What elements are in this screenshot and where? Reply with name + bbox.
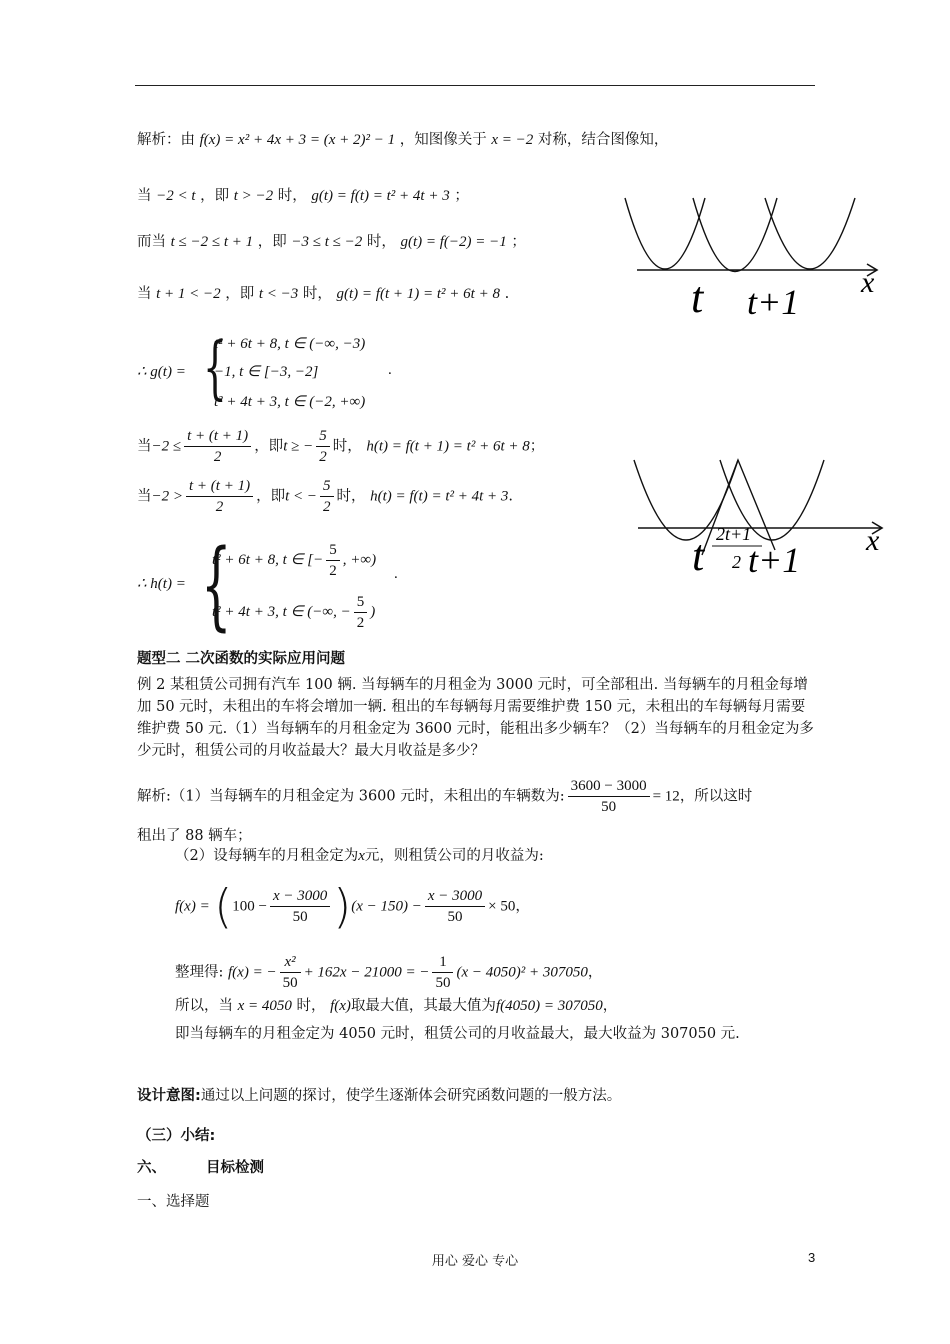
section-6-heading — [137, 1158, 264, 1178]
solution-line-1 — [137, 130, 668, 150]
formula: −2 ≤ — [151, 438, 182, 455]
text: ，即 — [256, 488, 286, 505]
brace-left: { — [201, 529, 232, 641]
numerator: 5 — [320, 476, 334, 497]
piecewise-case-1: t² + 6t + 8, t ∈ (−∞, −3) — [214, 336, 366, 352]
text: 对称，结合图像知， — [537, 132, 669, 148]
formula: f(4050) = 307050 — [495, 998, 603, 1014]
design-label: 设计意图: — [137, 1088, 201, 1104]
formula: t < − — [285, 488, 317, 505]
text: t² + 6t + 8, t ∈ [− — [212, 551, 324, 568]
fraction — [326, 540, 340, 581]
piecewise-case-3: t² + 4t + 3, t ∈ (−2, +∞) — [214, 394, 366, 410]
label-t: t — [691, 273, 704, 320]
graph-2 — [620, 450, 900, 580]
text: 解析:（1）当每辆车的月租金定为 3600 元时，未租出的车辆数为: — [137, 788, 565, 805]
header-rule — [135, 85, 815, 86]
period: . — [388, 362, 392, 378]
h-condition-line-1 — [137, 426, 544, 467]
revenue-formula — [175, 879, 530, 934]
formula: −3 ≤ t ≤ −2 — [291, 234, 363, 250]
text: ，即 — [257, 234, 287, 250]
numerator: 5 — [316, 426, 330, 447]
numerator: x − 3000 — [270, 886, 330, 907]
solution-line-4 — [137, 284, 509, 304]
period: . — [394, 566, 398, 582]
formula: f(x) — [330, 998, 351, 1014]
text: 解析：由 — [137, 132, 195, 148]
denominator: 50 — [435, 975, 451, 991]
piecewise-case-2: −1, t ∈ [−3, −2] — [214, 364, 319, 380]
page-footer: 用心 爱心 专心 — [431, 1254, 519, 1269]
formula: t ≤ −2 ≤ t + 1 — [170, 234, 254, 250]
fraction — [354, 592, 368, 633]
formula: (x − 150) − — [351, 898, 422, 915]
text: 整理得: — [175, 964, 224, 981]
variable-x: x — [358, 848, 365, 864]
numerator: 3600 − 3000 — [568, 776, 650, 797]
label-mid-denominator: 2 — [732, 552, 741, 572]
denominator: 2 — [213, 449, 222, 465]
fraction — [186, 476, 253, 517]
text: ， — [602, 998, 618, 1014]
text: 时， — [302, 286, 332, 302]
fraction — [280, 952, 301, 993]
text: （2）设每辆车的月租金定为 — [175, 848, 359, 864]
formula: −2 < t — [156, 188, 196, 204]
solution-line-2 — [137, 186, 469, 206]
numerator: t + (t + 1) — [184, 426, 251, 447]
design-intent — [137, 1086, 621, 1106]
solution-line-3 — [137, 232, 526, 252]
paren-close: ) — [333, 879, 352, 934]
formula: x = 4050 — [237, 998, 292, 1014]
numerator: x² — [280, 952, 301, 973]
fraction — [316, 426, 330, 467]
h-piecewise-prefix — [137, 574, 186, 594]
formula: f(x) = — [175, 898, 210, 915]
g-piecewise-prefix — [137, 362, 186, 382]
text: ； — [454, 188, 469, 204]
h-condition-line-2 — [137, 476, 513, 517]
example-2-text: 例 2 某租赁公司拥有汽车 100 辆. 当每辆车的月租金为 3000 元时，可全部租出. 当每辆车的月租金每增加 50 元时，未租出的车将会增加一辆. 租出的车每辆每月需要维护费 150 元，未租出的车每辆每月需要维护费 50 元.（1）当每辆车的月租金定为 3600 元时，能租出多少辆车？（2）当每辆车的月租金定为多少元时，租赁公司的月收益最大？最大月收益是多少？ — [137, 677, 814, 759]
text: 时， — [366, 234, 396, 250]
text: . — [504, 286, 510, 302]
choice-heading: 一、选择题 — [137, 1194, 210, 1210]
text: 时， — [336, 488, 366, 505]
label-mid-numerator: 2t+1 — [716, 524, 752, 544]
formula: = 12 — [652, 788, 680, 805]
text: ，即 — [254, 438, 284, 455]
text: ，即 — [200, 188, 230, 204]
formula: t > −2 — [233, 188, 274, 204]
parabola-middle — [693, 198, 777, 272]
text: 而当 — [137, 234, 166, 250]
formula: h(t) = f(t) = t² + 4t + 3 — [370, 488, 509, 505]
formula: g(t) = f(t + 1) = t² + 6t + 8 — [336, 286, 500, 302]
formula: −2 > — [151, 488, 183, 505]
fraction — [432, 952, 453, 993]
label-t-plus-1: t+1 — [747, 282, 800, 320]
solution-part-1-end: 租出了 88 辆车； — [137, 828, 252, 844]
formula: f(x) = x² + 4x + 3 = (x + 2)² − 1 — [199, 132, 396, 148]
text: 当 — [137, 438, 152, 455]
brace-left: { — [203, 329, 227, 408]
design-text: 通过以上问题的探讨，使学生逐渐体会研究函数问题的一般方法。 — [200, 1088, 622, 1104]
numerator: t + (t + 1) — [186, 476, 253, 497]
formula: g(t) = f(t) = t² + 4t + 3 — [311, 188, 450, 204]
label-t-plus-1: t+1 — [748, 540, 801, 580]
formula: + 162x − 21000 = − — [303, 964, 430, 981]
label-x: x — [866, 524, 880, 557]
text: 当 — [137, 488, 152, 505]
page-number: 3 — [808, 1250, 816, 1265]
text: 时， — [296, 998, 326, 1014]
formula: (x − 4050)² + 307050 — [456, 964, 588, 981]
denominator: 50 — [447, 909, 463, 925]
section-title: 题型二 二次函数的实际应用问题 — [137, 651, 346, 667]
numerator: 1 — [432, 952, 453, 973]
text: ， — [587, 964, 603, 981]
numerator: 5 — [354, 592, 368, 613]
formula: f(x) = − — [228, 964, 277, 981]
solution-part-1 — [137, 776, 817, 817]
parabola-left — [625, 198, 705, 269]
formula: h(t) = f(t + 1) = t² + 6t + 8 — [366, 438, 530, 455]
formula: ∴ g(t) = — [137, 364, 186, 380]
max-value-line — [175, 996, 617, 1016]
summary-heading: （三）小结: — [137, 1128, 216, 1144]
conclusion-line: 即当每辆车的月租金定为 4050 元时，租赁公司的月收益最大，最大收益为 307050 元. — [175, 1026, 740, 1042]
formula: ∴ h(t) = — [137, 576, 186, 592]
formula: t < −3 — [258, 286, 299, 302]
section-title: 目标检测 — [206, 1160, 264, 1176]
fraction — [425, 886, 485, 927]
denominator: 50 — [282, 975, 298, 991]
label-x: x — [861, 266, 875, 299]
text: 当 — [137, 188, 152, 204]
numerator: x − 3000 — [425, 886, 485, 907]
denominator: 50 — [292, 909, 308, 925]
fraction — [320, 476, 334, 517]
text: 取最大值，其最大值为 — [350, 998, 496, 1014]
denominator: 2 — [323, 499, 331, 515]
fraction — [270, 886, 330, 927]
text: 时， — [277, 188, 307, 204]
simplified-formula — [175, 952, 602, 993]
denominator: 50 — [601, 799, 617, 815]
paren-open: ( — [214, 879, 233, 934]
formula: × 50 — [488, 898, 516, 915]
text: 时， — [332, 438, 362, 455]
formula: 100 − — [232, 898, 267, 915]
text: t² + 4t + 3, t ∈ (−∞, − — [212, 603, 351, 620]
text: ，知图像关于 — [399, 132, 487, 148]
fraction — [568, 776, 650, 817]
text: 当 — [137, 286, 152, 302]
piecewise-case-1 — [212, 540, 376, 581]
formula: g(t) = f(−2) = −1 — [400, 234, 507, 250]
graph-1 — [615, 190, 895, 320]
text: ； — [511, 234, 526, 250]
text: ，所以这时 — [679, 788, 753, 805]
text: ， — [515, 898, 530, 915]
denominator: 2 — [329, 563, 337, 579]
label-t: t — [692, 531, 705, 580]
denominator: 2 — [215, 499, 224, 515]
text: ) — [370, 603, 376, 620]
text: , +∞) — [342, 551, 377, 568]
formula: t + 1 < −2 — [156, 286, 221, 302]
parabola-right — [765, 198, 855, 269]
denominator: 2 — [356, 615, 365, 631]
solution-part-2 — [175, 846, 544, 866]
text: 元，则租赁公司的月收益为: — [364, 848, 544, 864]
section-number: 六、 — [137, 1160, 166, 1176]
text: ，即 — [225, 286, 255, 302]
formula: x = −2 — [491, 132, 534, 148]
text: 所以，当 — [175, 998, 233, 1014]
formula: t ≥ − — [283, 438, 314, 455]
piecewise-case-2 — [212, 592, 375, 633]
denominator: 2 — [319, 449, 327, 465]
text: ； — [529, 438, 545, 455]
numerator: 5 — [326, 540, 340, 561]
fraction — [184, 426, 251, 467]
text: . — [508, 488, 514, 505]
